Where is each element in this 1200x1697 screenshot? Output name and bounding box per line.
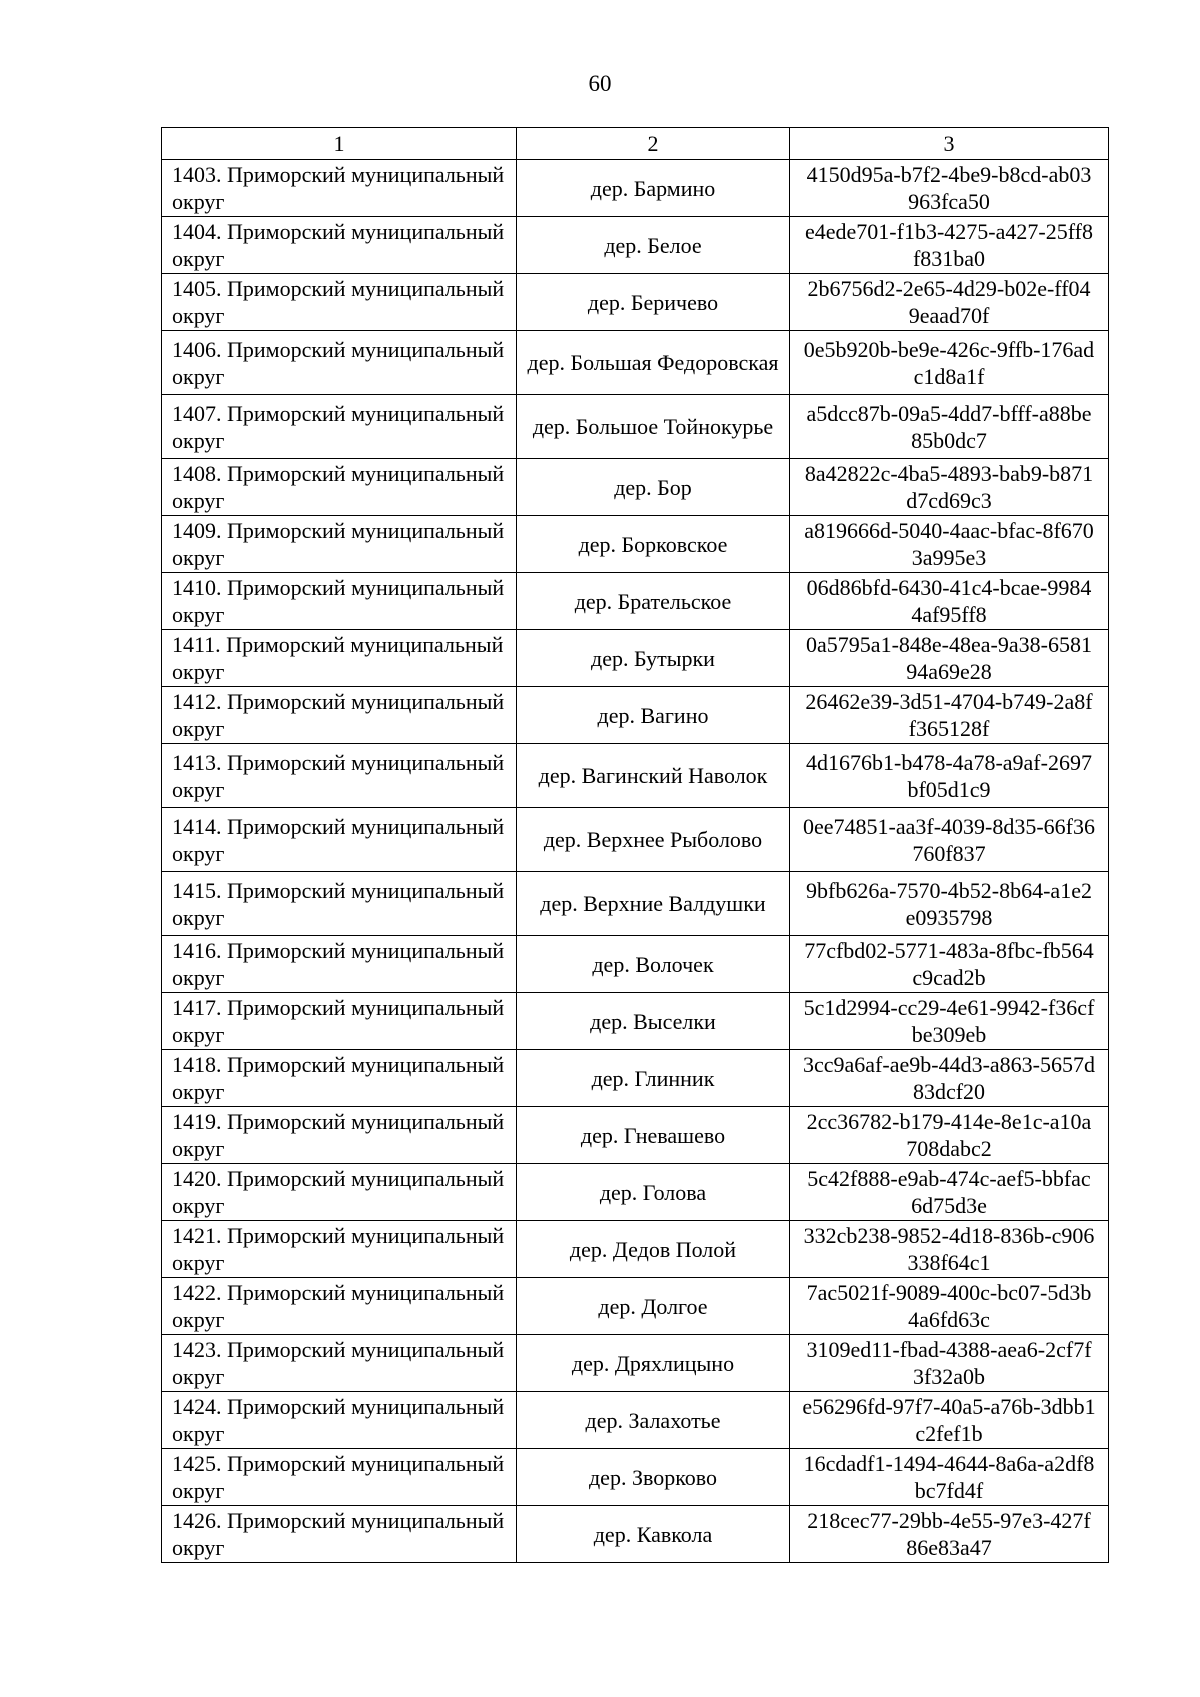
guid-cell: 16cdadf1-1494-4644-8a6a-a2df8bc7fd4f: [790, 1449, 1109, 1506]
district-cell: 1418. Приморский муниципальный округ: [162, 1050, 517, 1107]
settlement-cell: дер. Выселки: [517, 993, 790, 1050]
guid-cell: 218cec77-29bb-4e55-97e3-427f86e83a47: [790, 1506, 1109, 1563]
district-cell: 1426. Приморский муниципальный округ: [162, 1506, 517, 1563]
table-row: [162, 1449, 1109, 1506]
table-row: [162, 1335, 1109, 1392]
guid-cell: 4150d95a-b7f2-4be9-b8cd-ab03963fca50: [790, 160, 1109, 217]
district-cell: 1423. Приморский муниципальный округ: [162, 1335, 517, 1392]
settlement-cell: дер. Гневашево: [517, 1107, 790, 1164]
settlement-cell: дер. Брательское: [517, 573, 790, 630]
settlement-cell: дер. Зворково: [517, 1449, 790, 1506]
district-cell: 1404. Приморский муниципальный округ: [162, 217, 517, 274]
table-row: [162, 1107, 1109, 1164]
table-row: [162, 1278, 1109, 1335]
district-cell: 1422. Приморский муниципальный округ: [162, 1278, 517, 1335]
guid-cell: 3cc9a6af-ae9b-44d3-a863-5657d83dcf20: [790, 1050, 1109, 1107]
guid-cell: 0a5795a1-848e-48ea-9a38-658194a69e28: [790, 630, 1109, 687]
settlement-cell: дер. Бармино: [517, 160, 790, 217]
district-cell: 1417. Приморский муниципальный округ: [162, 993, 517, 1050]
district-cell: 1413. Приморский муниципальный округ: [162, 744, 517, 808]
guid-cell: 8a42822c-4ba5-4893-bab9-b871d7cd69c3: [790, 459, 1109, 516]
district-cell: 1421. Приморский муниципальный округ: [162, 1221, 517, 1278]
guid-cell: 0e5b920b-be9e-426c-9ffb-176adc1d8a1f: [790, 331, 1109, 395]
settlement-cell: дер. Голова: [517, 1164, 790, 1221]
guid-cell: 06d86bfd-6430-41c4-bcae-99844af95ff8: [790, 573, 1109, 630]
table-row: [162, 1050, 1109, 1107]
table-row: [162, 1392, 1109, 1449]
table-row: [162, 808, 1109, 872]
district-cell: 1415. Приморский муниципальный округ: [162, 872, 517, 936]
column-header-3: 3: [790, 128, 1109, 160]
settlement-cell: дер. Верхнее Рыболово: [517, 808, 790, 872]
guid-cell: 0ee74851-aa3f-4039-8d35-66f36760f837: [790, 808, 1109, 872]
settlement-cell: дер. Дедов Полой: [517, 1221, 790, 1278]
settlement-cell: дер. Бор: [517, 459, 790, 516]
guid-cell: 26462e39-3d51-4704-b749-2a8ff365128f: [790, 687, 1109, 744]
table-row: [162, 573, 1109, 630]
guid-cell: a819666d-5040-4aac-bfac-8f6703a995e3: [790, 516, 1109, 573]
table-row: [162, 160, 1109, 217]
guid-cell: 332cb238-9852-4d18-836b-c906338f64c1: [790, 1221, 1109, 1278]
table-row: [162, 1506, 1109, 1563]
table-row: [162, 936, 1109, 993]
guid-cell: 2b6756d2-2e65-4d29-b02e-ff049eaad70f: [790, 274, 1109, 331]
settlement-cell: дер. Белое: [517, 217, 790, 274]
district-cell: 1409. Приморский муниципальный округ: [162, 516, 517, 573]
district-cell: 1424. Приморский муниципальный округ: [162, 1392, 517, 1449]
district-cell: 1406. Приморский муниципальный округ: [162, 331, 517, 395]
settlement-cell: дер. Борковское: [517, 516, 790, 573]
table-header-row: [162, 128, 1109, 160]
settlement-cell: дер. Большая Федоровская: [517, 331, 790, 395]
table-row: [162, 1164, 1109, 1221]
district-cell: 1412. Приморский муниципальный округ: [162, 687, 517, 744]
district-cell: 1419. Приморский муниципальный округ: [162, 1107, 517, 1164]
settlement-cell: дер. Верхние Валдушки: [517, 872, 790, 936]
guid-cell: e4ede701-f1b3-4275-a427-25ff8f831ba0: [790, 217, 1109, 274]
table-row: [162, 687, 1109, 744]
table-row: [162, 274, 1109, 331]
column-header-1: 1: [162, 128, 517, 160]
guid-cell: 9bfb626a-7570-4b52-8b64-a1e2e0935798: [790, 872, 1109, 936]
district-cell: 1425. Приморский муниципальный округ: [162, 1449, 517, 1506]
district-cell: 1411. Приморский муниципальный округ: [162, 630, 517, 687]
table-row: [162, 459, 1109, 516]
table-row: [162, 744, 1109, 808]
settlement-cell: дер. Долгое: [517, 1278, 790, 1335]
district-cell: 1410. Приморский муниципальный округ: [162, 573, 517, 630]
guid-cell: 7ac5021f-9089-400c-bc07-5d3b4a6fd63c: [790, 1278, 1109, 1335]
guid-cell: 3109ed11-fbad-4388-aea6-2cf7f3f32a0b: [790, 1335, 1109, 1392]
settlement-cell: дер. Вагино: [517, 687, 790, 744]
table-row: [162, 1221, 1109, 1278]
table-row: [162, 331, 1109, 395]
guid-cell: 4d1676b1-b478-4a78-a9af-2697bf05d1c9: [790, 744, 1109, 808]
guid-cell: 5c1d2994-cc29-4e61-9942-f36cfbe309eb: [790, 993, 1109, 1050]
guid-cell: 5c42f888-e9ab-474c-aef5-bbfac6d75d3e: [790, 1164, 1109, 1221]
district-cell: 1405. Приморский муниципальный округ: [162, 274, 517, 331]
district-cell: 1414. Приморский муниципальный округ: [162, 808, 517, 872]
district-cell: 1420. Приморский муниципальный округ: [162, 1164, 517, 1221]
settlement-cell: дер. Глинник: [517, 1050, 790, 1107]
guid-cell: e56296fd-97f7-40a5-a76b-3dbb1c2fef1b: [790, 1392, 1109, 1449]
district-cell: 1403. Приморский муниципальный округ: [162, 160, 517, 217]
settlement-cell: дер. Большое Тойнокурье: [517, 395, 790, 459]
guid-cell: a5dcc87b-09a5-4dd7-bfff-a88be85b0dc7: [790, 395, 1109, 459]
district-cell: 1408. Приморский муниципальный округ: [162, 459, 517, 516]
table-row: [162, 872, 1109, 936]
district-cell: 1416. Приморский муниципальный округ: [162, 936, 517, 993]
settlement-cell: дер. Беричево: [517, 274, 790, 331]
settlement-cell: дер. Кавкола: [517, 1506, 790, 1563]
table-row: [162, 516, 1109, 573]
guid-cell: 77cfbd02-5771-483a-8fbc-fb564c9cad2b: [790, 936, 1109, 993]
settlement-cell: дер. Бутырки: [517, 630, 790, 687]
settlement-cell: дер. Волочек: [517, 936, 790, 993]
settlement-registry-table: [161, 127, 1109, 1563]
page-number: 60: [588, 71, 612, 96]
table-body: [162, 160, 1109, 1563]
table-row: [162, 395, 1109, 459]
district-cell: 1407. Приморский муниципальный округ: [162, 395, 517, 459]
table-row: [162, 993, 1109, 1050]
table-row: [162, 630, 1109, 687]
settlement-cell: дер. Залахотье: [517, 1392, 790, 1449]
column-header-2: 2: [517, 128, 790, 160]
settlement-cell: дер. Дряхлицыно: [517, 1335, 790, 1392]
table-row: [162, 217, 1109, 274]
guid-cell: 2cc36782-b179-414e-8e1c-a10a708dabc2: [790, 1107, 1109, 1164]
settlement-cell: дер. Вагинский Наволок: [517, 744, 790, 808]
